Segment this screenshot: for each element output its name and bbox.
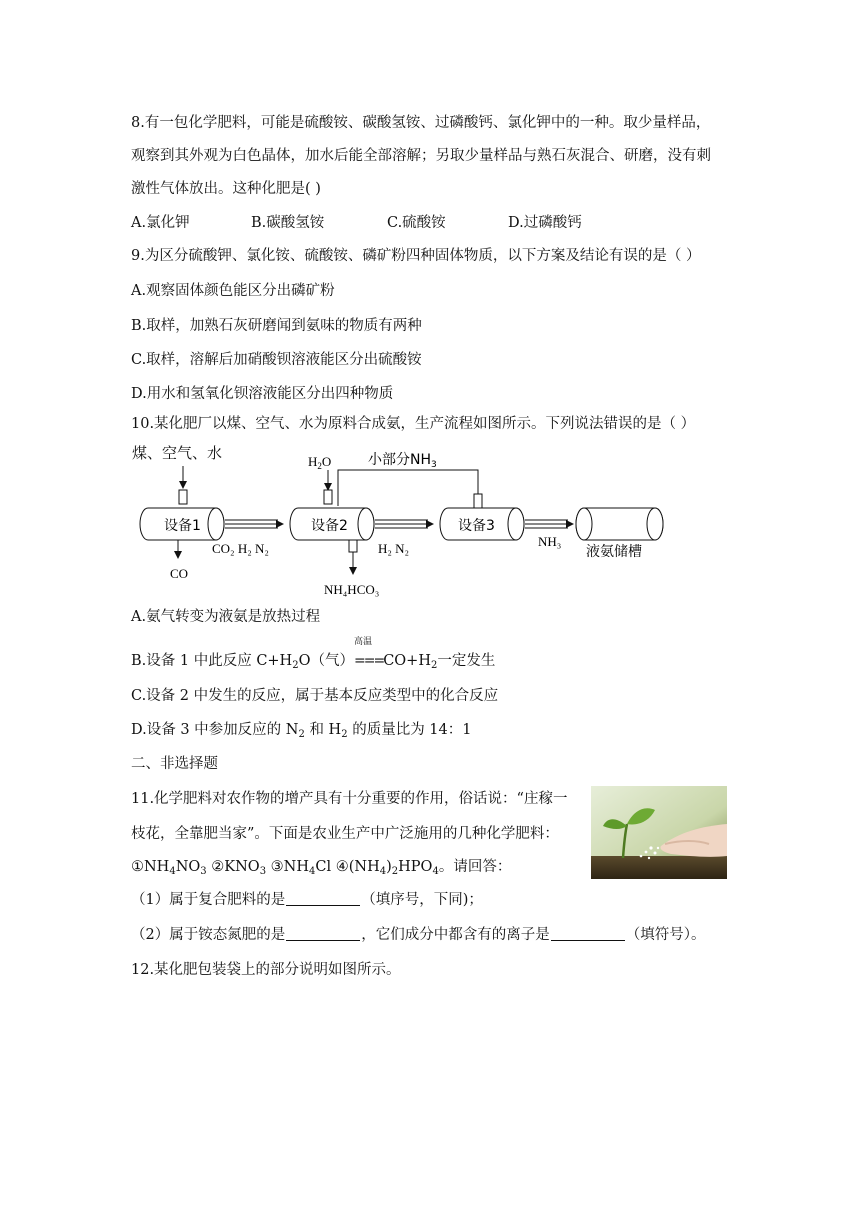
nh4hco3-output: NH₄HCO₃ [324,582,380,597]
co-output: CO [170,566,189,581]
device2-gas-output: H₂ N₂ [378,541,410,556]
device1-inlet [179,490,187,504]
device1-gas-output: CO₂ H₂ N₂ [212,541,269,556]
recycle-line [338,470,478,506]
q10-stem: 10.某化肥厂以煤、空气、水为原料合成氨，生产流程如图所示。下列说法错误的是（ ） [131,416,696,432]
reaction-condition: 高温 === [353,637,384,669]
process-flow-svg [128,440,688,600]
q9-option-a: A.观察固体颜色能区分出磷矿粉 [131,283,335,299]
device2-bottom-outlet [349,540,357,552]
q8-option-b: B.碳酸氢铵 [251,215,325,231]
q9-option-b: B.取样，加熟石灰研磨闻到氨味的物质有两种 [131,318,422,334]
answer-blank-1[interactable] [286,891,360,906]
q11-line-1: 11.化学肥料对农作物的增产具有十分重要的作用，俗话说：“庄稼一 [131,791,568,807]
q10-option-b: B.设备 1 中此反应 $C+H_2O$（气） 高温 $===CO+H_2$一定发生 [131,637,496,671]
q10-option-c: C.设备 2 中发生的反应，属于基本反应类型中的化合反应 [131,688,499,704]
q8-line-3: 激性气体放出。这种化肥是( ) [131,181,321,197]
q9-option-c: C.取样，溶解后加硝酸钡溶液能区分出硫酸铵 [131,352,422,368]
nh3-output: NH₃ [538,534,562,549]
answer-blank-2[interactable] [286,926,360,941]
q10-option-a: A.氨气转变为液氨是放热过程 [131,609,321,625]
recycle-label: 小部分$NH_3$ [368,452,437,470]
q11-fertilizer-list: $①NH_4NO_3$ $②KNO_3$ $③NH_4Cl$ $④(NH_4)_2HPO_4$。请回答： [131,859,512,877]
q9-stem: 9.为区分硫酸钾、氯化铵、硫酸铵、磷矿粉四种固体物质，以下方案及结论有误的是（ ） [131,248,701,264]
h2o-label: $H_2O$ [308,454,332,471]
input-label: 煤、空气、水 [132,444,223,462]
device3-label: 设备3 [458,518,495,534]
q8-option-a: A.氯化钾 [131,215,190,231]
device3-outlet [474,494,482,508]
q11-part-2: （2）属于铵态氮肥的是 ，它们成分中都含有的离子是 （填符号）。 [131,927,706,943]
q12-stem: 12.某化肥包装袋上的部分说明如图所示。 [131,962,401,978]
device2-label: 设备2 [311,518,348,534]
q10-option-d: D.设备 3 中参加反应的 $N_2$ 和 $H_2$ 的质量比为 14：1 [131,722,472,740]
tank-label: 液氨储槽 [586,544,642,560]
device2-inlet [324,490,332,504]
q11-line-2: 枝花，全靠肥当家”。下面是农业生产中广泛施用的几种化学肥料： [131,826,559,842]
seedling-hand-photo [591,786,727,879]
ammonia-tank [576,508,663,540]
q8-line-1: 8.有一包化学肥料，可能是硫酸铵、碳酸氢铵、过磷酸钙、氯化钾中的一种。取少量样品， [131,115,711,131]
section-heading: 二、非选择题 [131,756,218,772]
q8-option-c: C.硫酸铵 [387,215,446,231]
q8-line-2: 观察到其外观为白色晶体，加水后能全部溶解；另取少量样品与熟石灰混合、研磨，没有刺 [131,148,711,164]
q9-option-d: D.用水和氢氧化钡溶液能区分出四种物质 [131,386,394,402]
q11-part-1: （1）属于复合肥料的是 （填序号，下同)； [131,892,483,908]
process-flow-diagram [128,440,688,600]
device1-label: 设备1 [164,518,201,534]
answer-blank-3[interactable] [551,926,625,941]
q8-option-d: D.过磷酸钙 [508,215,582,231]
